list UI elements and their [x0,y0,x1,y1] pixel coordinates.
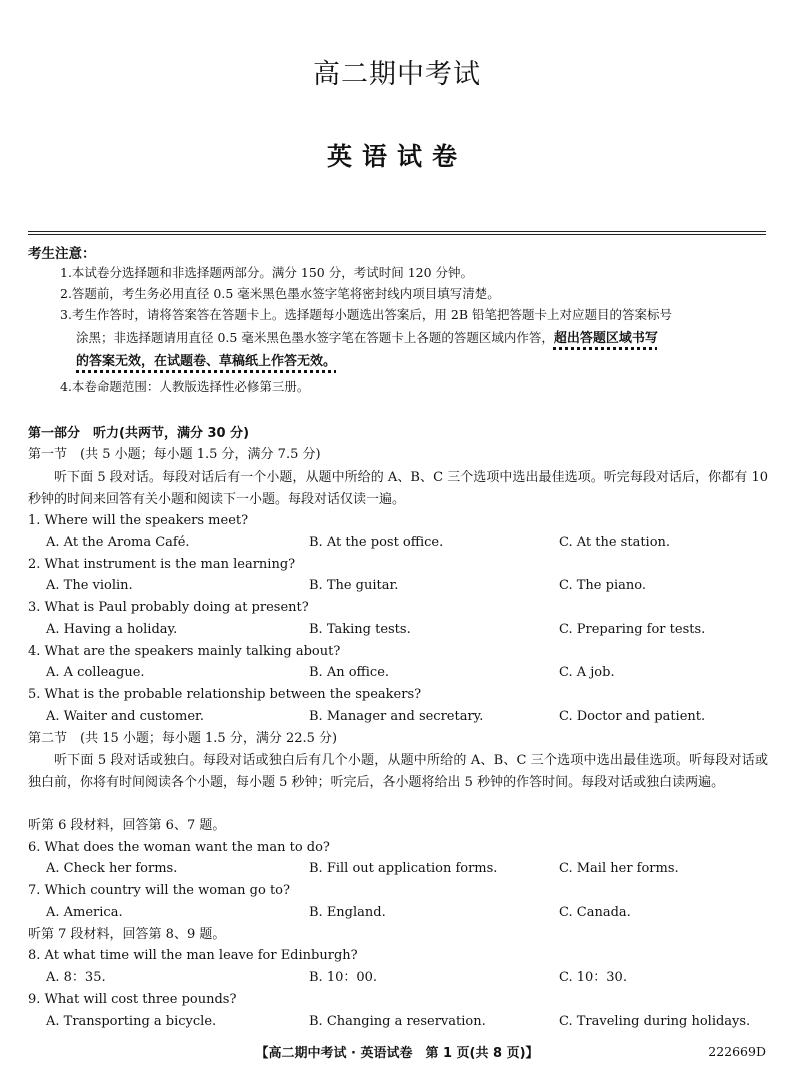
exam-subtitle: 英语试卷 [326,142,467,171]
question-8-option-a: A. 8：35. [46,970,106,985]
question-1: 1. Where will the speakers meet? [28,513,249,528]
question-6-option-a: A. Check her forms. [46,861,178,876]
section-1-instructions: 听下面 5 段对话。每段对话后有一个小题，从题中所给的 A、B、C 三个选项中选出最佳选项。听完每段对话后，你都有 10 秒钟的时间来回答有关小题和阅读下一小题。每段对话仅读一遍。 [28,470,768,507]
question-3-option-b: B. Taking tests. [309,622,411,637]
question-2-option-b: B. The guitar. [309,578,399,593]
material-7-note: 听第 7 段材料，回答第 8、9 题。 [28,927,226,942]
question-7: 7. Which country will the woman go to? [28,883,290,898]
question-9-option-b: B. Changing a reservation. [309,1014,486,1029]
question-4-option-b: B. An office. [309,665,390,680]
question-9: 9. What will cost three pounds? [28,992,237,1007]
header-divider-top [28,231,766,232]
notice-item-3-plain: 涂黑；非选择题请用直径 0.5 毫米黑色墨水签字笔在答题卡上各题的答题区域内作答， [76,330,554,345]
section-2-instructions: 听下面 5 段对话或独白。每段对话或独白后有几个小题，从题中所给的 A、B、C 三个选项中选出最佳选项。听每段对话或独白前，你将有时间阅读各个小题，每小题 5 秒钟；听完后，各小题将给出 5 秒钟的作答时间。每段对话或独白读两遍。 [28,753,768,790]
question-9-option-c: C. Traveling during holidays. [559,1014,751,1029]
notice-item-3-emphasis-a: 超出答题区域书写 [553,331,658,346]
question-7-option-a: A. America. [46,905,123,920]
question-5: 5. What is the probable relationship between the speakers? [28,687,422,702]
section-2-heading: 第二节 (共 15 小题；每小题 1.5 分，满分 22.5 分) [28,731,338,746]
question-5-option-a: A. Waiter and customer. [46,709,204,724]
question-8: 8. At what time will the man leave for Edinburgh? [28,948,358,963]
notice-item-2: 2.答题前，考生务必用直径 0.5 毫米黑色墨水签字笔将密封线内项目填写清楚。 [60,286,500,301]
page-footer-label: 【高二期中考试 · 英语试卷 第 1 页(共 8 页)】 [255,1046,539,1061]
question-4-option-a: A. A colleague. [46,665,145,680]
question-5-option-b: B. Manager and secretary. [309,709,484,724]
notice-item-3-line-2 [60,327,770,349]
question-7-option-c: C. Canada. [559,905,631,920]
question-4-option-c: C. A job. [559,665,615,680]
question-3-option-a: A. Having a holiday. [46,622,178,637]
material-6-note: 听第 6 段材料，回答第 6、7 题。 [28,818,226,833]
question-5-option-c: C. Doctor and patient. [559,709,706,724]
notice-heading: 考生注意： [28,246,96,262]
question-8-option-c: C. 10：30. [559,970,627,985]
question-6: 6. What does the woman want the man to do? [28,840,330,855]
notice-item-4: 4.本卷命题范围：人教版选择性必修第三册。 [60,379,310,394]
question-2-option-c: C. The piano. [559,578,646,593]
question-3: 3. What is Paul probably doing at present? [28,600,309,615]
page-footer-code: 222669D [708,1044,766,1059]
notice-item-3-line-1: 3.考生作答时，请将答案答在答题卡上。选择题每小题选出答案后，用 2B 铅笔把答题卡上对应题目的答案标号 [60,307,673,322]
notice-item-1: 1.本试卷分选择题和非选择题两部分。满分 150 分，考试时间 120 分钟。 [60,265,474,280]
exam-title: 高二期中考试 [313,59,481,90]
part-1-heading: 第一部分 听力(共两节，满分 30 分) [28,426,250,441]
header-divider-bottom [28,234,766,235]
question-6-option-c: C. Mail her forms. [559,861,679,876]
question-1-option-a: A. At the Aroma Café. [46,535,190,550]
question-3-option-c: C. Preparing for tests. [559,622,706,637]
section-1-heading: 第一节 (共 5 小题；每小题 1.5 分，满分 7.5 分) [28,447,321,462]
question-7-option-b: B. England. [309,905,386,920]
question-4: 4. What are the speakers mainly talking about? [28,644,341,659]
question-6-option-b: B. Fill out application forms. [309,861,498,876]
question-8-option-b: B. 10：00. [309,970,378,985]
question-2-option-a: A. The violin. [46,578,133,593]
notice-item-3-emphasis-b: 的答案无效，在试题卷、草稿纸上作答无效。 [76,354,337,369]
question-2: 2. What instrument is the man learning? [28,557,296,572]
question-1-option-c: C. At the station. [559,535,671,550]
question-9-option-a: A. Transporting a bicycle. [46,1014,217,1029]
question-1-option-b: B. At the post office. [309,535,444,550]
notice-item-3-line-3 [60,350,770,372]
